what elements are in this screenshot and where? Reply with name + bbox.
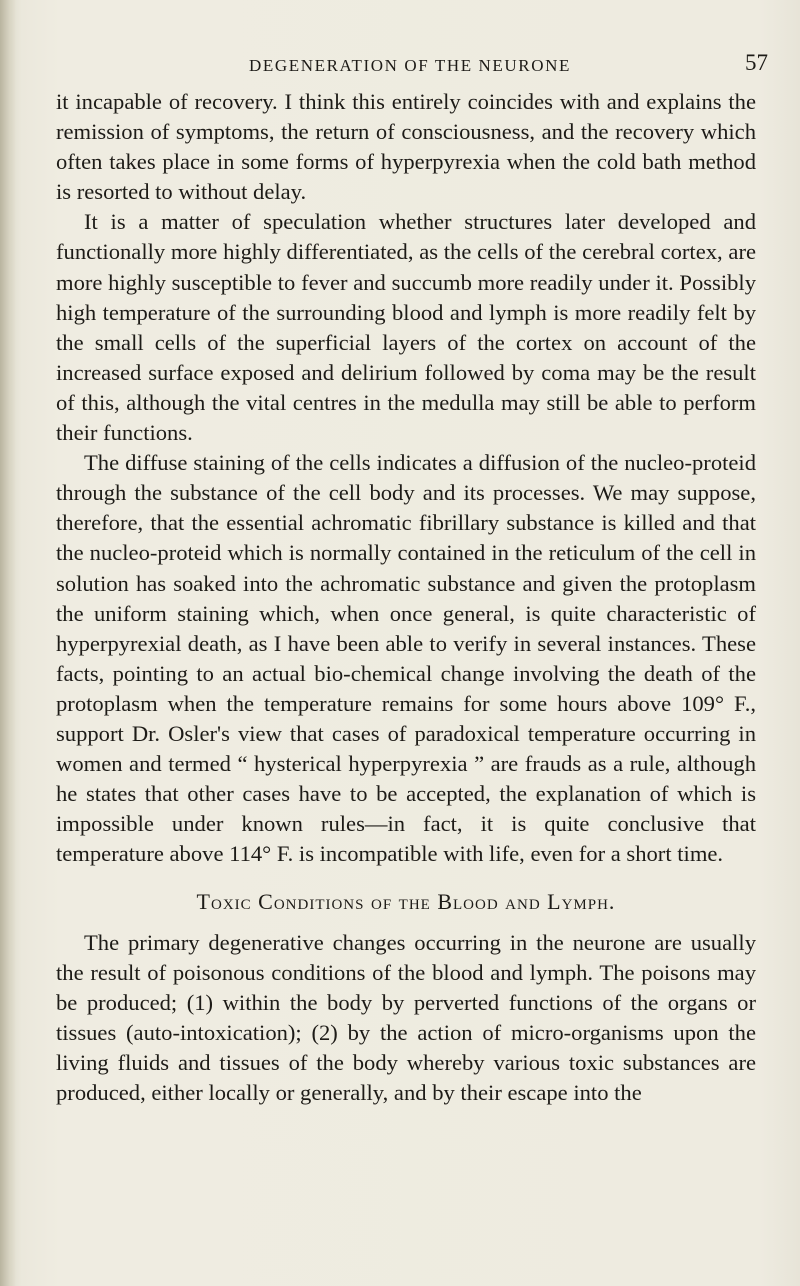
paragraph-diffuse-staining: The diffuse staining of the cells indicates a diffusion of the nucleo-proteid through the substance of the cell body and its processes. We may suppose, therefore, that the essential achromatic fibrillary substance is killed and that the nucleo-proteid which is normally contained in the reticulum of the cell in solution has soaked into the achromatic substance and given the protoplasm the uniform staining which, when once general, is quite characteristic of hyperpyrexial death, as I have been able to verify in several instances. These facts, pointing to an actual bio-chemical change involving the death of the protoplasm when the temperature remains for some hours above 109° F., support Dr. Osler's view that cases of paradoxical temperature occurring in women and termed “ hysterical hyperpyrexia ” are frauds as a rule, although he states that other cases have to be accepted, the explanation of which is impossible under known rules—in fact, it is quite conclusive that temperature above 114° F. is incompatible with life, even for a short time. <box>56 450 756 867</box>
body-text <box>56 87 756 1108</box>
running-title: DEGENERATION OF THE NEURONE <box>249 56 571 75</box>
paragraph-continuation: it incapable of recovery. I think this entirely coincides with and explains the remission of symptoms, the return of consciousness, and the recovery which often takes place in some forms of hyperpyrexia when the cold bath method is resorted to without delay. <box>56 89 756 205</box>
section-heading: Toxic Conditions of the Blood and Lymph. <box>196 889 616 915</box>
binding-gutter-shadow <box>0 0 16 1286</box>
paragraph-toxic-conditions: The primary degenerative changes occurring in the neurone are usually the result of poisonous conditions of the blood and lymph. The poisons may be produced; (1) within the body by perverted functions of the organs or tissues (auto-intoxication); (2) by the action of micro-organisms upon the living fluids and tissues of the body whereby various toxic substances are produced, either locally or generally, and by their escape into the <box>56 929 756 1105</box>
page-number: 57 <box>745 50 768 75</box>
running-head <box>100 50 768 80</box>
paragraph-speculation: It is a matter of speculation whether structures later developed and functionally more highly differentiated, as the cells of the cerebral cortex, are more highly susceptible to fever and succumb more readily under it. Possibly high temperature of the surrounding blood and lymph is more readily felt by the small cells of the superficial layers of the cortex on account of the increased surface exposed and delirium followed by coma may be the result of this, although the vital centres in the medulla may still be able to perform their functions. <box>56 209 756 446</box>
